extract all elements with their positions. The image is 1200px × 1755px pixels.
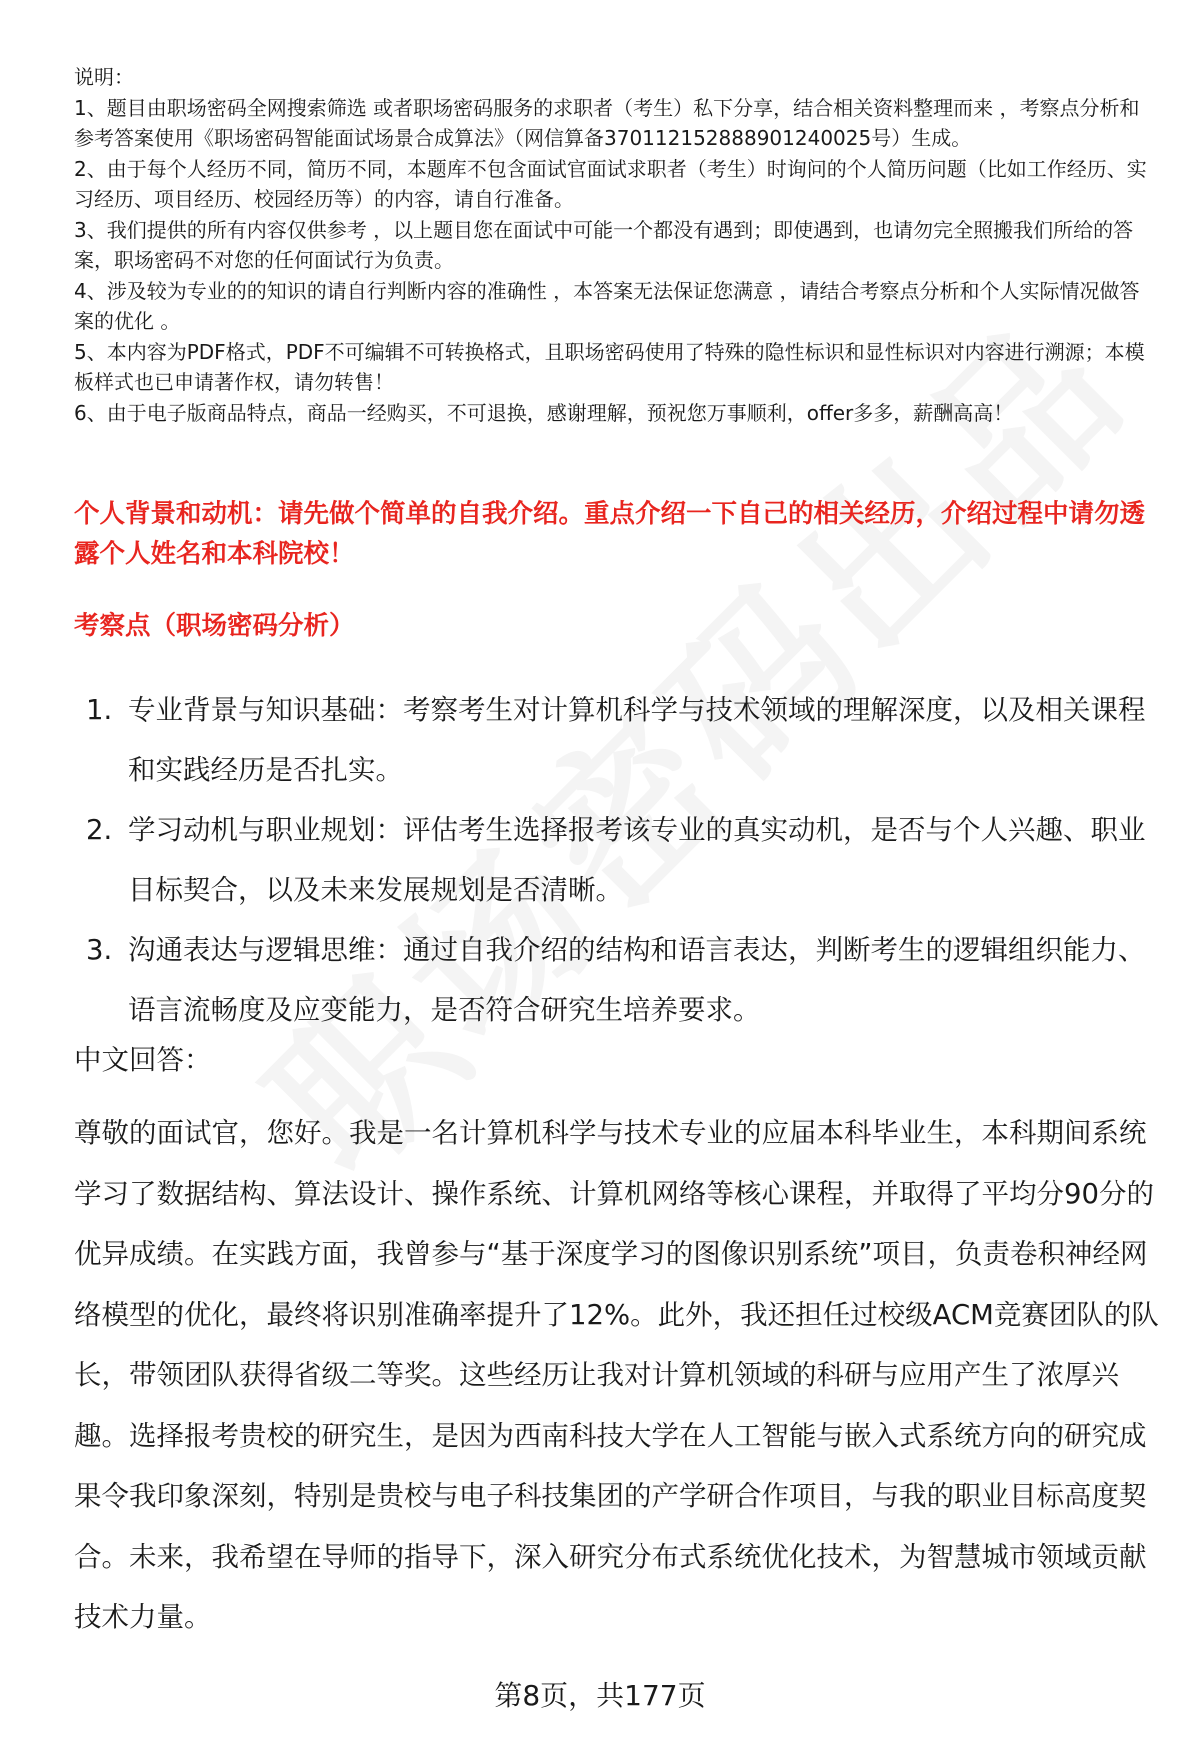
note-item: 1、题目由职场密码全网搜索筛选 或者职场密码服务的求职者（考生）私下分享，结合相关资料整理而来 ，考察点分析和参考答案使用《职场密码智能面试场景合成算法》（网信算备370112152888901240025号）生成。: [74, 95, 1140, 150]
analysis-heading: 考察点（职场密码分析）: [74, 611, 355, 641]
note-item: 2、由于每个人经历不同，简历不同，本题库不包含面试官面试求职者（考生）时询问的个人简历问题（比如工作经历、实习经历、项目经历、校园经历等）的内容，请自行准备。: [74, 156, 1147, 211]
answer-text: 尊敬的面试官，您好。我是一名计算机科学与技术专业的应届本科毕业生，本科期间系统学习了数据结构、算法设计、操作系统、计算机网络等核心课程，并取得了平均分90分的优异成绩。在实践方面，我曾参与“基于深度学习的图像识别系统”项目，负责卷积神经网络模型的优化，最终将识别准确率提升了12%。此外，我还担任过校级ACM竞赛团队的队长，带领团队获得省级二等奖。这些经历让我对计算机领域的科研与应用产生了浓厚兴趣。选择报考贵校的研究生，是因为西南科技大学在人工智能与嵌入式系统方向的研究成果令我印象深刻，特别是贵校与电子科技集团的产学研合作项目，与我的职业目标高度契合。未来，我希望在导师的指导下，深入研究分布式系统优化技术，为智慧城市领域贡献技术力量。: [74, 1117, 1159, 1633]
answer-label: 中文回答：: [74, 1044, 212, 1076]
point-text: 沟通表达与逻辑思维：通过自我介绍的结构和语言表达，判断考生的逻辑组织能力、语言流畅度及应变能力，是否符合研究生培养要求。: [128, 934, 1146, 1026]
disclaimer-notes: [74, 62, 1159, 428]
note-item: 6、由于电子版商品特点，商品一经购买，不可退换，感谢理解，预祝您万事顺利，offer多多，薪酬高高！: [74, 400, 1014, 425]
analysis-point: [74, 920, 1159, 1040]
point-number: 2.: [86, 814, 113, 846]
point-text: 专业背景与知识基础：考察考生对计算机科学与技术领域的理解深度，以及相关课程和实践经历是否扎实。: [128, 694, 1146, 786]
question-heading: 个人背景和动机：请先做个简单的自我介绍。重点介绍一下自己的相关经历，介绍过程中请勿透露个人姓名和本科院校！: [74, 499, 1146, 569]
note-item: 5、本内容为PDF格式，PDF不可编辑不可转换格式，且职场密码使用了特殊的隐性标识和显性标识对内容进行溯源；本模板样式也已申请著作权，请勿转售！: [74, 339, 1145, 394]
note-item: 4、涉及较为专业的的知识的请自行判断内容的准确性 ，本答案无法保证您满意 ，请结合考察点分析和个人实际情况做答案的优化 。: [74, 278, 1140, 333]
point-number: 1.: [86, 694, 113, 726]
analysis-point: [74, 680, 1159, 800]
note-item: 3、我们提供的所有内容仅供参考 ，以上题目您在面试中可能一个都没有遇到；即使遇到，也请勿完全照搬我们所给的答案，职场密码不对您的任何面试行为负责。: [74, 217, 1134, 272]
analysis-point: [74, 800, 1159, 920]
page-footer: 第8页，共177页: [494, 1679, 706, 1712]
notes-title: 说明：: [74, 65, 134, 89]
point-number: 3.: [86, 934, 113, 966]
analysis-points: [74, 680, 1159, 1040]
point-text: 学习动机与职业规划：评估考生选择报考该专业的真实动机，是否与个人兴趣、职业目标契合，以及未来发展规划是否清晰。: [128, 814, 1146, 906]
